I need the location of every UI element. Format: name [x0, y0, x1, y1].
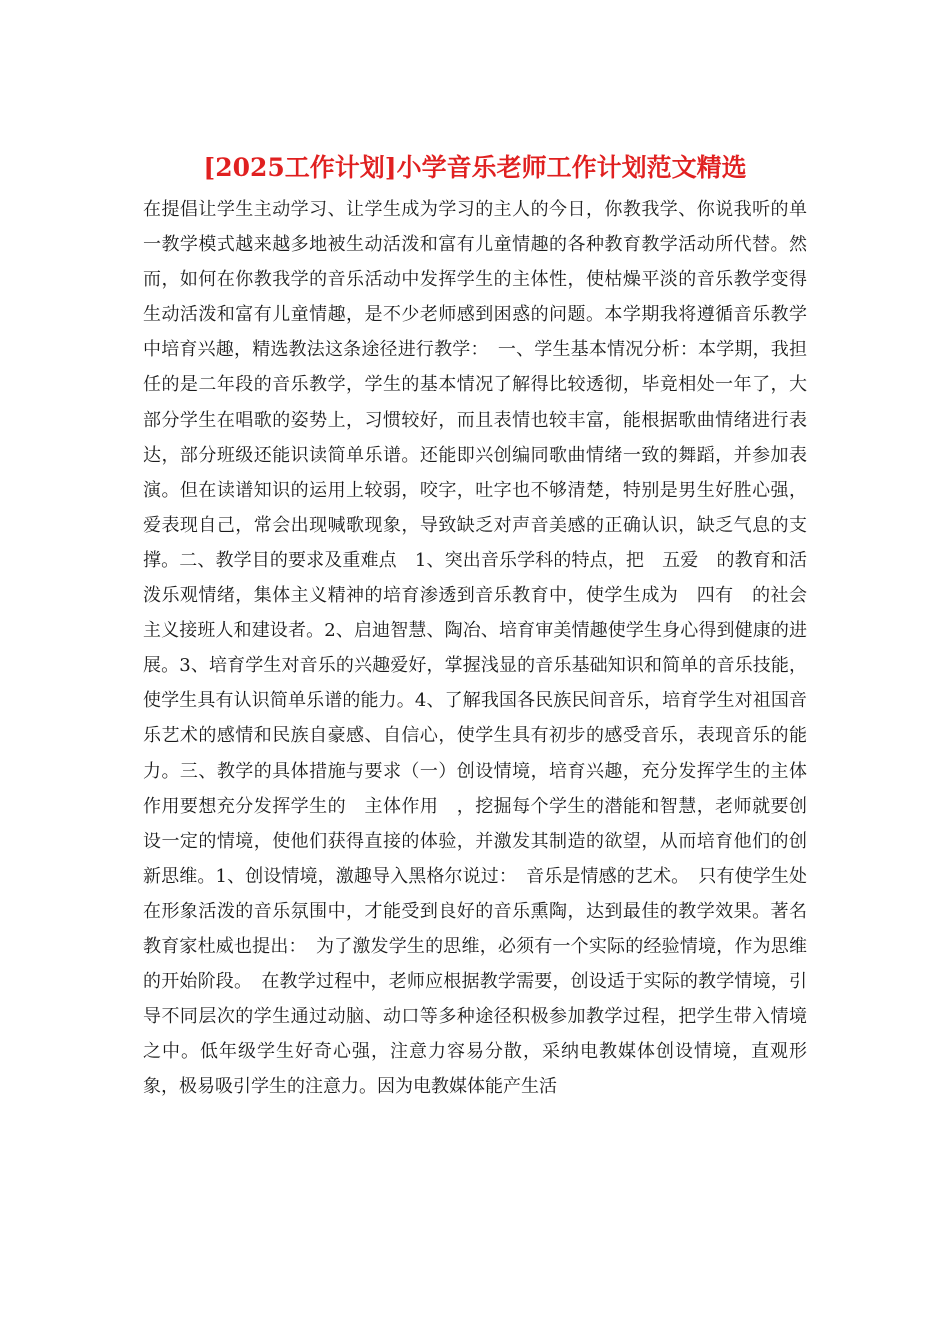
document-title: [2025工作计划]小学音乐老师工作计划范文精选 — [203, 153, 747, 182]
document-body-paragraph: 在提倡让学生主动学习、让学生成为学习的主人的今日，你教我学、你说我听的单一教学模式越来越多地被生动活泼和富有儿童情趣的各种教育教学活动所代替。然而，如何在你教我学的音乐活动中发挥学生的主体性，使枯燥平淡的音乐教学变得生动活泼和富有儿童情趣，是不少老师感到困惑的问题。本学期我将遵循音乐教学中培育兴趣，精选教法这条途径进行教学： 一、学生基本情况分析：本学期，我担任的是二年段的音乐教学，学生的基本情况了解得比较透彻，毕竟相处一年了，大部分学生在唱歌的姿势上，习惯较好，而且表情也较丰富，能根据歌曲情绪进行表达，部分班级还能识读简单乐谱。还能即兴创编同歌曲情绪一致的舞蹈，并参加表演。但在读谱知识的运用上较弱，咬字，吐字也不够清楚，特别是男生好胜心强，爱表现自己，常会出现喊歌现象，导致缺乏对声音美感的正确认识，缺乏气息的支撑。二、教学目的要求及重难点 1、突出音乐学科的特点，把 五爱 的教育和活泼乐观情绪，集体主义精神的培育渗透到音乐教育中，使学生成为 四有 的社会主义接班人和建设者。2、启迪智慧、陶冶、培育审美情趣使学生身心得到健康的进展。3、培育学生对音乐的兴趣爱好，掌握浅显的音乐基础知识和简单的音乐技能，使学生具有认识简单乐谱的能力。4、了解我国各民族民间音乐，培育学生对祖国音乐艺术的感情和民族自豪感、自信心，使学生具有初步的感受音乐，表现音乐的能力。三、教学的具体措施与要求（一）创设情境，培育兴趣，充分发挥学生的主体作用要想充分发挥学生的 主体作用 ，挖掘每个学生的潜能和智慧，老师就要创设一定的情境，使他们获得直接的体验，并激发其制造的欲望，从而培育他们的创新思维。1、创设情境，激趣导入黑格尔说过： 音乐是情感的艺术。 只有使学生处在形象活泼的音乐氛围中，才能受到良好的音乐熏陶，达到最佳的教学效果。著名教育家杜威也提出： 为了激发学生的思维，必须有一个实际的经验情境，作为思维的开始阶段。 在教学过程中，老师应根据教学需要，创设适于实际的教学情境，引导不同层次的学生通过动脑、动口等多种途径积极参加教学过程，把学生带入情境之中。低年级学生好奇心强，注意力容易分散，采纳电教媒体创设情境，直观形象，极易吸引学生的注意力。因为电教媒体能产生活 — [143, 199, 807, 1098]
